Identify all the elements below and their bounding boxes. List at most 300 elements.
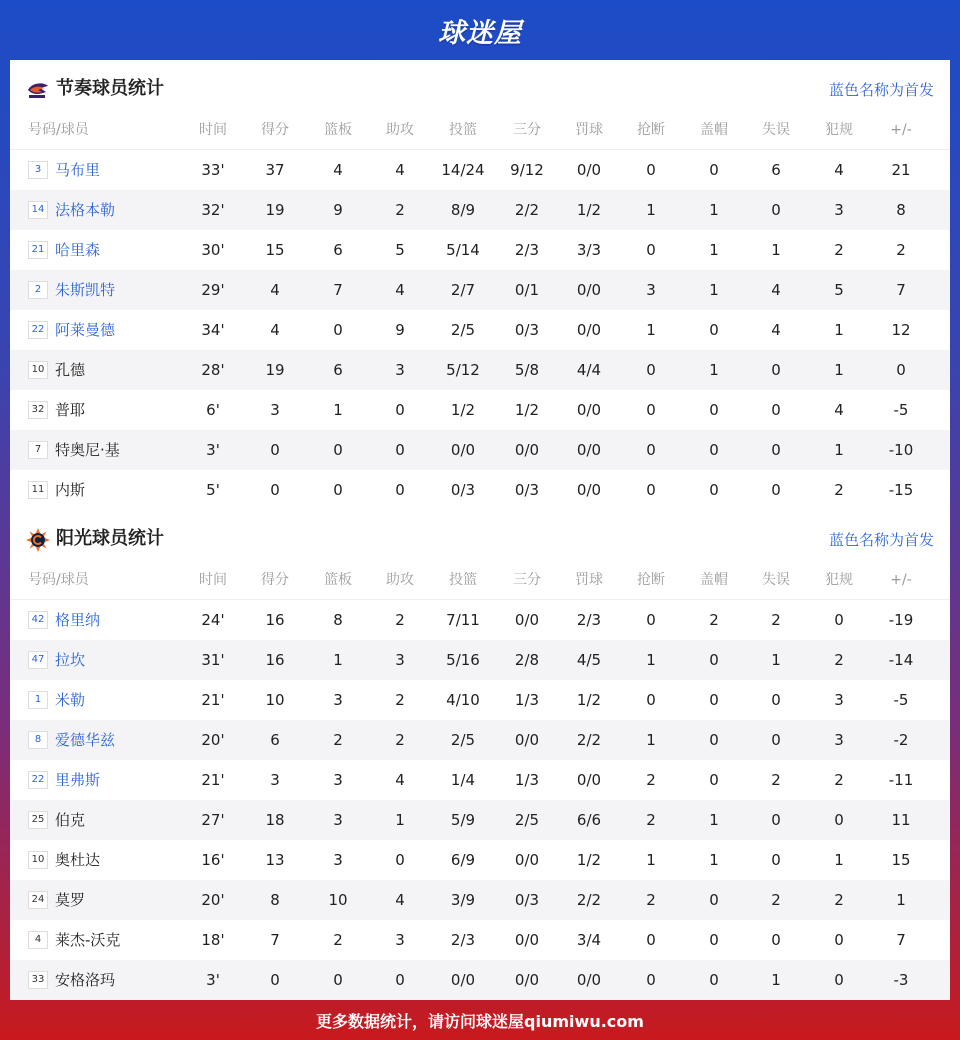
stat-rebounds: 0	[333, 321, 343, 339]
stat-plusminus: 11	[891, 811, 911, 829]
stat-fouls: 0	[834, 971, 844, 989]
stat-blocks: 0	[709, 481, 719, 499]
table-row	[10, 760, 950, 800]
stat-rebounds: 3	[333, 771, 343, 789]
player-name-link[interactable]: 莱杰-沃克	[55, 931, 121, 949]
stat-plusminus: 7	[896, 281, 906, 299]
stat-fg: 5/12	[446, 361, 480, 379]
table-row	[10, 390, 950, 430]
stat-3pt: 0/3	[514, 891, 540, 909]
stat-points: 8	[270, 891, 280, 909]
stat-fouls: 2	[834, 891, 844, 909]
table-row	[10, 680, 950, 720]
stat-assists: 2	[395, 611, 405, 629]
stat-minutes: 18'	[201, 931, 225, 949]
stat-minutes: 29'	[201, 281, 225, 299]
stat-points: 3	[270, 401, 280, 419]
stat-fg: 6/9	[450, 851, 476, 869]
stat-steals: 0	[646, 441, 656, 459]
stat-fg: 0/0	[450, 441, 476, 459]
jersey-number-badge: 11	[28, 481, 48, 499]
stat-points: 7	[270, 931, 280, 949]
col-header-steals: 抢断	[637, 122, 665, 138]
stat-ft: 1/2	[576, 201, 602, 219]
stat-plusminus: -11	[888, 771, 914, 789]
player-name-link[interactable]: 里弗斯	[55, 771, 101, 789]
stat-plusminus: 1	[896, 891, 906, 909]
stat-blocks: 0	[709, 651, 719, 669]
stat-plusminus: 2	[896, 241, 906, 259]
footer-link-text[interactable]: 更多数据统计，请访问球迷屋qiumiwu.com	[316, 1011, 644, 1031]
stat-steals: 0	[646, 401, 656, 419]
stat-3pt: 2/5	[514, 811, 540, 829]
stat-blocks: 0	[709, 971, 719, 989]
stat-minutes: 33'	[201, 161, 225, 179]
stat-plusminus: 8	[896, 201, 906, 219]
player-name-link[interactable]: 安格洛玛	[55, 971, 116, 989]
stat-turnovers: 0	[771, 201, 781, 219]
stat-ft: 0/0	[576, 281, 602, 299]
stat-steals: 2	[646, 811, 656, 829]
stat-assists: 0	[395, 851, 405, 869]
stat-steals: 0	[646, 161, 656, 179]
stat-fg: 2/5	[450, 731, 476, 749]
stat-assists: 3	[395, 361, 405, 379]
stat-fg: 0/0	[450, 971, 476, 989]
stat-3pt: 9/12	[510, 161, 544, 179]
stat-turnovers: 2	[771, 611, 781, 629]
jersey-number-badge: 10	[28, 361, 48, 379]
stat-assists: 5	[395, 241, 405, 259]
stat-points: 19	[265, 201, 285, 219]
stat-fg: 2/7	[450, 281, 476, 299]
player-name-link[interactable]: 特奥尼·基	[55, 441, 120, 459]
stat-ft: 2/2	[576, 731, 602, 749]
player-name-link[interactable]: 马布里	[55, 161, 101, 179]
stat-steals: 0	[646, 971, 656, 989]
column-header-row	[10, 560, 950, 600]
stat-points: 13	[265, 851, 285, 869]
stat-fg: 5/16	[446, 651, 480, 669]
team-section-mercury	[10, 60, 950, 510]
stat-minutes: 16'	[201, 851, 225, 869]
stat-3pt: 5/8	[514, 361, 540, 379]
player-name-link[interactable]: 孔德	[55, 361, 86, 379]
stat-3pt: 0/0	[514, 931, 540, 949]
stat-assists: 0	[395, 481, 405, 499]
stat-3pt: 2/2	[514, 201, 540, 219]
col-header-ft: 罚球	[575, 122, 603, 138]
stat-ft: 0/0	[576, 161, 602, 179]
col-header-blocks: 盖帽	[700, 122, 728, 138]
stat-minutes: 3'	[206, 971, 220, 989]
col-header-fouls: 犯规	[825, 122, 853, 138]
stat-turnovers: 4	[771, 321, 781, 339]
stat-assists: 3	[395, 931, 405, 949]
stat-plusminus: -3	[893, 971, 909, 989]
stat-plusminus: -19	[888, 611, 914, 629]
stat-assists: 1	[395, 811, 405, 829]
table-row	[10, 960, 950, 1000]
starter-note: 蓝色名称为首发	[828, 531, 934, 549]
stat-plusminus: 0	[896, 361, 906, 379]
stat-points: 4	[270, 281, 280, 299]
stat-steals: 0	[646, 611, 656, 629]
stat-plusminus: -10	[888, 441, 914, 459]
col-header-minutes: 时间	[199, 122, 227, 138]
player-name-link[interactable]: 格里纳	[55, 611, 101, 629]
stat-blocks: 0	[709, 771, 719, 789]
stat-fg: 3/9	[450, 891, 476, 909]
stat-fouls: 1	[834, 441, 844, 459]
col-header-minutes: 时间	[199, 572, 227, 588]
stat-steals: 0	[646, 241, 656, 259]
stat-points: 0	[270, 971, 280, 989]
player-name-link[interactable]: 法格本勒	[55, 201, 116, 219]
stat-turnovers: 2	[771, 891, 781, 909]
stat-ft: 4/4	[576, 361, 602, 379]
col-header-fg: 投篮	[449, 572, 477, 588]
stat-fouls: 2	[834, 481, 844, 499]
stat-3pt: 0/0	[514, 851, 540, 869]
stat-points: 6	[270, 731, 280, 749]
stat-plusminus: 15	[891, 851, 911, 869]
stat-fg: 0/3	[450, 481, 476, 499]
stat-blocks: 1	[709, 201, 719, 219]
stat-minutes: 24'	[201, 611, 225, 629]
stat-plusminus: -14	[888, 651, 914, 669]
stat-ft: 2/2	[576, 891, 602, 909]
stat-turnovers: 0	[771, 691, 781, 709]
stat-rebounds: 8	[333, 611, 343, 629]
phoenix-mercury-logo-icon	[26, 78, 50, 102]
stat-turnovers: 1	[771, 971, 781, 989]
stat-steals: 0	[646, 931, 656, 949]
stat-steals: 1	[646, 851, 656, 869]
stat-3pt: 0/3	[514, 321, 540, 339]
stat-rebounds: 9	[333, 201, 343, 219]
stat-ft: 0/0	[576, 481, 602, 499]
stat-rebounds: 0	[333, 481, 343, 499]
player-name-link[interactable]: 爱德华兹	[55, 731, 116, 749]
section-title: 阳光球员统计	[56, 528, 164, 549]
stat-minutes: 6'	[206, 401, 220, 419]
player-rows	[10, 600, 950, 1000]
stat-turnovers: 1	[771, 651, 781, 669]
stat-points: 37	[265, 161, 285, 179]
stat-fouls: 0	[834, 931, 844, 949]
stat-turnovers: 0	[771, 361, 781, 379]
column-header-row	[10, 110, 950, 150]
table-row	[10, 190, 950, 230]
stat-rebounds: 3	[333, 691, 343, 709]
stat-blocks: 0	[709, 441, 719, 459]
table-row	[10, 600, 950, 640]
col-header-ft: 罚球	[575, 572, 603, 588]
stat-points: 18	[265, 811, 285, 829]
stat-assists: 4	[395, 771, 405, 789]
stat-3pt: 0/0	[514, 971, 540, 989]
stat-fouls: 1	[834, 851, 844, 869]
stat-points: 10	[265, 691, 285, 709]
col-header-assists: 助攻	[386, 122, 414, 138]
stat-assists: 0	[395, 401, 405, 419]
col-header-assists: 助攻	[386, 572, 414, 588]
table-row	[10, 840, 950, 880]
jersey-number-badge: 22	[28, 321, 48, 339]
stat-rebounds: 1	[333, 651, 343, 669]
stat-ft: 1/2	[576, 691, 602, 709]
jersey-number-badge: 4	[28, 931, 48, 949]
stat-turnovers: 4	[771, 281, 781, 299]
jersey-number-badge: 21	[28, 241, 48, 259]
stat-fg: 7/11	[446, 611, 480, 629]
col-header-steals: 抢断	[637, 572, 665, 588]
table-row	[10, 800, 950, 840]
stat-points: 3	[270, 771, 280, 789]
stat-ft: 0/0	[576, 771, 602, 789]
stat-3pt: 1/3	[514, 691, 540, 709]
player-name-link[interactable]: 朱斯凯特	[55, 281, 116, 299]
stat-blocks: 1	[709, 811, 719, 829]
stat-rebounds: 4	[333, 161, 343, 179]
stat-minutes: 30'	[201, 241, 225, 259]
stat-3pt: 1/3	[514, 771, 540, 789]
stat-ft: 2/3	[576, 611, 602, 629]
stat-3pt: 0/0	[514, 731, 540, 749]
stat-plusminus: -5	[893, 401, 909, 419]
stat-3pt: 0/3	[514, 481, 540, 499]
stat-fg: 5/9	[450, 811, 476, 829]
stat-fouls: 3	[834, 731, 844, 749]
stats-panel	[10, 60, 950, 1000]
stat-fg: 1/4	[450, 771, 476, 789]
col-header-turnovers: 失误	[762, 122, 790, 138]
stat-minutes: 20'	[201, 731, 225, 749]
stat-plusminus: 21	[891, 161, 911, 179]
stat-minutes: 3'	[206, 441, 220, 459]
stat-rebounds: 6	[333, 361, 343, 379]
stat-fouls: 2	[834, 651, 844, 669]
stat-minutes: 28'	[201, 361, 225, 379]
stat-fg: 5/14	[446, 241, 480, 259]
stat-fouls: 3	[834, 201, 844, 219]
jersey-number-badge: 25	[28, 811, 48, 829]
stat-fouls: 0	[834, 811, 844, 829]
table-row	[10, 640, 950, 680]
stat-minutes: 21'	[201, 771, 225, 789]
stat-blocks: 1	[709, 361, 719, 379]
table-row	[10, 470, 950, 510]
stat-rebounds: 3	[333, 851, 343, 869]
stat-rebounds: 1	[333, 401, 343, 419]
stat-fouls: 2	[834, 241, 844, 259]
stat-steals: 0	[646, 361, 656, 379]
stat-ft: 3/4	[576, 931, 602, 949]
stat-plusminus: -5	[893, 691, 909, 709]
stat-fouls: 3	[834, 691, 844, 709]
stat-ft: 3/3	[576, 241, 602, 259]
jersey-number-badge: 22	[28, 771, 48, 789]
stat-turnovers: 0	[771, 811, 781, 829]
stat-blocks: 0	[709, 691, 719, 709]
stat-ft: 0/0	[576, 441, 602, 459]
jersey-number-badge: 8	[28, 731, 48, 749]
stat-turnovers: 6	[771, 161, 781, 179]
stat-fouls: 4	[834, 161, 844, 179]
stat-assists: 0	[395, 441, 405, 459]
stat-turnovers: 0	[771, 931, 781, 949]
stat-assists: 3	[395, 651, 405, 669]
player-name-link[interactable]: 阿莱曼德	[55, 321, 116, 339]
stat-ft: 4/5	[576, 651, 602, 669]
stat-assists: 4	[395, 281, 405, 299]
stat-steals: 2	[646, 891, 656, 909]
table-row	[10, 920, 950, 960]
table-row	[10, 310, 950, 350]
jersey-number-badge: 47	[28, 651, 48, 669]
stat-blocks: 0	[709, 731, 719, 749]
col-header-3pt: 三分	[513, 122, 541, 138]
stat-3pt: 2/3	[514, 241, 540, 259]
stat-blocks: 1	[709, 851, 719, 869]
site-header	[0, 0, 960, 60]
col-header-rebounds: 篮板	[324, 572, 352, 588]
table-row	[10, 270, 950, 310]
stat-plusminus: 12	[891, 321, 911, 339]
stat-turnovers: 0	[771, 441, 781, 459]
col-header-points: 得分	[261, 122, 289, 138]
stat-fg: 4/10	[446, 691, 480, 709]
stat-3pt: 2/8	[514, 651, 540, 669]
jersey-number-badge: 7	[28, 441, 48, 459]
player-name-link[interactable]: 伯克	[55, 811, 86, 829]
jersey-number-badge: 24	[28, 891, 48, 909]
stat-steals: 1	[646, 651, 656, 669]
table-row	[10, 350, 950, 390]
stat-assists: 4	[395, 891, 405, 909]
stat-plusminus: -2	[893, 731, 909, 749]
team-section-sun	[10, 510, 950, 1000]
stat-steals: 0	[646, 481, 656, 499]
player-name-link[interactable]: 哈里森	[55, 241, 101, 259]
player-name-link[interactable]: 普耶	[55, 401, 86, 419]
stat-fouls: 5	[834, 281, 844, 299]
col-header-player: 号码/球员	[28, 122, 89, 138]
col-header-blocks: 盖帽	[700, 572, 728, 588]
stat-assists: 2	[395, 691, 405, 709]
site-logo[interactable]: 球迷屋	[438, 17, 522, 49]
stat-turnovers: 0	[771, 481, 781, 499]
stat-minutes: 31'	[201, 651, 225, 669]
col-header-fouls: 犯规	[825, 572, 853, 588]
jersey-number-badge: 14	[28, 201, 48, 219]
col-header-player: 号码/球员	[28, 572, 89, 588]
stat-steals: 2	[646, 771, 656, 789]
stat-turnovers: 1	[771, 241, 781, 259]
stat-3pt: 0/1	[514, 281, 540, 299]
stat-blocks: 0	[709, 891, 719, 909]
footer-banner[interactable]	[0, 1000, 960, 1040]
stat-fouls: 1	[834, 361, 844, 379]
stat-blocks: 0	[709, 321, 719, 339]
stat-plusminus: -15	[888, 481, 914, 499]
stat-blocks: 0	[709, 931, 719, 949]
table-row	[10, 430, 950, 470]
stat-ft: 0/0	[576, 971, 602, 989]
jersey-number-badge: 1	[28, 691, 48, 709]
stat-rebounds: 7	[333, 281, 343, 299]
stat-minutes: 34'	[201, 321, 225, 339]
starter-note: 蓝色名称为首发	[828, 81, 934, 99]
stat-fouls: 4	[834, 401, 844, 419]
stat-3pt: 1/2	[514, 401, 540, 419]
table-row	[10, 880, 950, 920]
stat-rebounds: 10	[328, 891, 348, 909]
stat-turnovers: 2	[771, 771, 781, 789]
stat-points: 0	[270, 481, 280, 499]
stat-blocks: 1	[709, 241, 719, 259]
section-title: 节奏球员统计	[56, 78, 164, 99]
col-header-fg: 投篮	[449, 122, 477, 138]
stat-minutes: 21'	[201, 691, 225, 709]
stat-rebounds: 2	[333, 731, 343, 749]
table-row	[10, 720, 950, 760]
player-name-link[interactable]: 内斯	[55, 481, 86, 499]
stat-turnovers: 0	[771, 731, 781, 749]
stat-fg: 14/24	[441, 161, 485, 179]
stat-turnovers: 0	[771, 401, 781, 419]
player-name-link[interactable]: 奥杜达	[55, 851, 101, 869]
stat-ft: 0/0	[576, 401, 602, 419]
stat-points: 19	[265, 361, 285, 379]
stat-assists: 9	[395, 321, 405, 339]
player-name-link[interactable]: 拉坎	[55, 651, 86, 669]
jersey-number-badge: 33	[28, 971, 48, 989]
stat-points: 16	[265, 651, 285, 669]
table-row	[10, 230, 950, 270]
table-row	[10, 150, 950, 190]
stat-steals: 1	[646, 201, 656, 219]
jersey-number-badge: 10	[28, 851, 48, 869]
stat-steals: 0	[646, 691, 656, 709]
stat-plusminus: 7	[896, 931, 906, 949]
stat-blocks: 1	[709, 281, 719, 299]
player-rows	[10, 150, 950, 510]
stat-fg: 2/5	[450, 321, 476, 339]
stat-points: 4	[270, 321, 280, 339]
stat-assists: 2	[395, 731, 405, 749]
stat-blocks: 0	[709, 161, 719, 179]
jersey-number-badge: 3	[28, 161, 48, 179]
stat-assists: 4	[395, 161, 405, 179]
stat-minutes: 32'	[201, 201, 225, 219]
stat-fouls: 1	[834, 321, 844, 339]
stat-points: 0	[270, 441, 280, 459]
player-name-link[interactable]: 米勒	[55, 691, 86, 709]
col-header-points: 得分	[261, 572, 289, 588]
stat-turnovers: 0	[771, 851, 781, 869]
stat-rebounds: 3	[333, 811, 343, 829]
stat-fg: 8/9	[450, 201, 476, 219]
stat-blocks: 2	[709, 611, 719, 629]
stat-fg: 1/2	[450, 401, 476, 419]
stat-minutes: 5'	[206, 481, 220, 499]
stat-rebounds: 2	[333, 931, 343, 949]
stat-fg: 2/3	[450, 931, 476, 949]
player-name-link[interactable]: 莫罗	[55, 891, 86, 909]
stat-fouls: 2	[834, 771, 844, 789]
